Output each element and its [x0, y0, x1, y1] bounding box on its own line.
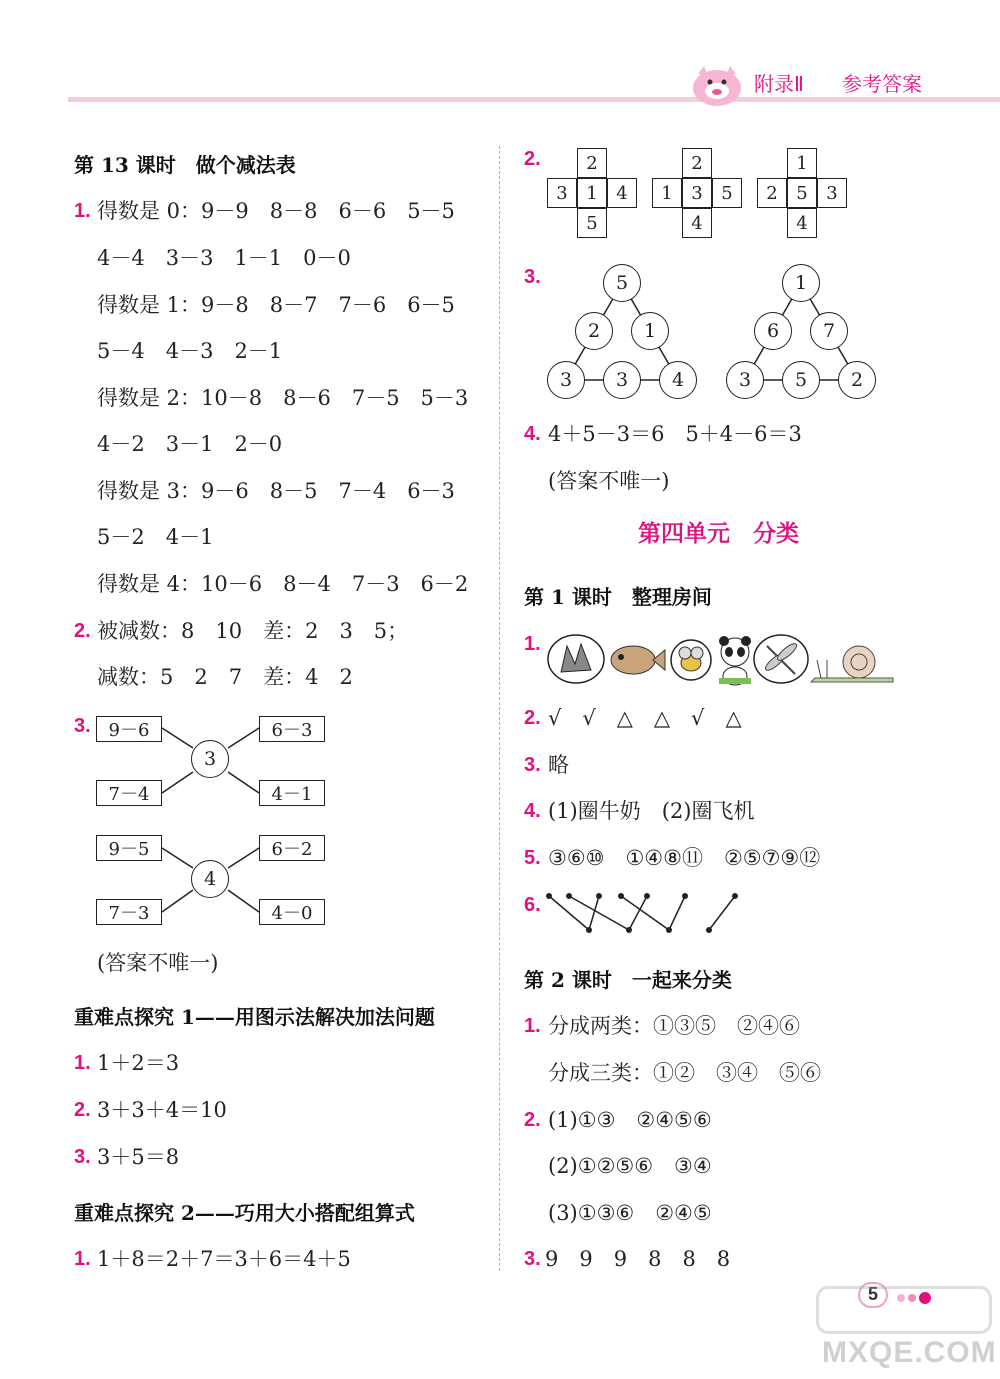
r-q3-t2-bottom-right: 2 [838, 361, 876, 399]
watermark-logo [816, 1286, 992, 1334]
header-appendix: 附录Ⅱ [754, 72, 804, 96]
r-q2-cross2-bottom: 4 [682, 208, 712, 238]
l13-q2-line2: 减数：5 2 7 差：4 2 [97, 665, 353, 689]
l2-q1-line1: 分成两类：①③⑤ ②④⑥ [548, 1014, 800, 1038]
l1-q1-animal-images [547, 632, 897, 688]
lesson13-title: 第 13 课时 做个减法表 [74, 153, 296, 177]
r-q3-t2-top: 1 [782, 264, 820, 302]
l13-q1-line7: 得数是 3：9－6 8－5 7－4 6－3 [97, 479, 455, 503]
r-q2-cross2-right: 5 [712, 178, 742, 208]
l1-q4-number: 4. [524, 800, 541, 822]
l1-q6-number: 6. [524, 894, 541, 916]
r-q3-t1-bottom-mid: 3 [603, 361, 641, 399]
bee-icon [669, 638, 713, 682]
l13-q2-number: 2. [74, 620, 91, 642]
l1-q3-number: 3. [524, 754, 541, 776]
l1-q3-text: 略 [548, 753, 569, 777]
l2-q3-number: 3. [524, 1248, 541, 1270]
l13-q3-g1-top-right-box: 6－3 [259, 716, 325, 742]
r-q2-cross2-top: 2 [682, 148, 712, 178]
l1-q5-number: 5. [524, 847, 541, 869]
l2-q1-number: 1. [524, 1015, 541, 1037]
page-number: 5 [868, 1284, 879, 1304]
r-q2-number: 2. [524, 148, 541, 170]
l1-q2-number: 2. [524, 707, 541, 729]
l2-q3-text: 9 9 9 8 8 8 [545, 1247, 731, 1271]
r-q4-text: 4＋5－3＝6 5＋4－6＝3 [548, 422, 802, 446]
panda-icon [715, 634, 755, 686]
r-q3-t1-top: 5 [603, 264, 641, 302]
l13-q3-g2-center-circle: 4 [191, 860, 229, 898]
key1-item2-text: 3＋3＋4＝10 [97, 1098, 227, 1122]
key2-item1-text: 1＋8＝2＋7＝3＋6＝4＋5 [97, 1247, 351, 1271]
key2-title: 重难点探究 2——巧用大小搭配组算式 [74, 1201, 415, 1225]
l13-q3-g2-bottom-left-box: 7－3 [96, 899, 162, 925]
r-q3-t2-mid-left: 6 [754, 312, 792, 350]
l13-q2-line1: 被减数：8 10 差：2 3 5； [97, 619, 409, 643]
key2-item1-number: 1. [74, 1248, 91, 1270]
r-q3-triangle-lines [0, 0, 1000, 420]
l13-q3-number: 3. [74, 715, 91, 737]
l1-q4-text: (1)圈牛奶 (2)圈飞机 [548, 799, 755, 823]
l13-q1-line6: 4－2 3－1 2－0 [97, 432, 283, 456]
r-q2-cross1-top: 2 [577, 148, 607, 178]
key1-item1-number: 1. [74, 1052, 91, 1074]
l13-q1-number: 1. [74, 200, 91, 222]
header-title: 参考答案 [842, 72, 922, 96]
r-q4-note: (答案不唯一) [548, 469, 670, 493]
key1-item1-text: 1＋2＝3 [97, 1051, 180, 1075]
r-q2-cross2-left: 1 [652, 178, 682, 208]
l13-q3-g2-top-left-box: 9－5 [96, 835, 162, 861]
snail-icon [809, 640, 897, 684]
butterfly-icon [547, 634, 605, 684]
r-q2-cross3-left: 2 [757, 178, 787, 208]
l13-q3-g2-top-right-box: 6－2 [259, 835, 325, 861]
r-q2-cross1-left: 3 [547, 178, 577, 208]
l13-q3-g2-bottom-right-box: 4－0 [259, 899, 325, 925]
l1-q1-number: 1. [524, 633, 541, 655]
r-q2-cross3-right: 3 [817, 178, 847, 208]
l13-q3-g1-bottom-right-box: 4－1 [259, 780, 325, 806]
key1-item3-text: 3＋5＝8 [97, 1145, 180, 1169]
r-q3-t2-bottom-left: 3 [726, 361, 764, 399]
r-q3-t1-mid-right: 1 [631, 312, 669, 350]
l13-q1-line1: 得数是 0：9－9 8－8 6－6 5－5 [97, 199, 455, 223]
l2-q2-line1: (1)①③ ②④⑤⑥ [548, 1108, 712, 1132]
lesson1-title: 第 1 课时 整理房间 [524, 585, 712, 609]
l2-q2-number: 2. [524, 1109, 541, 1131]
r-q2-cross3-top: 1 [787, 148, 817, 178]
l13-q1-line9: 得数是 4：10－6 8－4 7－3 6－2 [97, 572, 469, 596]
r-q2-cross1-mid: 1 [577, 178, 607, 208]
l2-q1-line2: 分成三类：①② ③④ ⑤⑥ [548, 1061, 821, 1085]
r-q4-number: 4. [524, 423, 541, 445]
key1-title: 重难点探究 1——用图示法解决加法问题 [74, 1005, 435, 1029]
l13-q1-line5: 得数是 2：10－8 8－6 7－5 5－3 [97, 386, 469, 410]
r-q2-cross1-bottom: 5 [577, 208, 607, 238]
r-q3-t2-bottom-mid: 5 [782, 361, 820, 399]
r-q3-t1-bottom-left: 3 [547, 361, 585, 399]
fish-icon [607, 640, 667, 680]
l1-q6-matching-lines [545, 890, 745, 940]
r-q2-cross1-right: 4 [607, 178, 637, 208]
l13-q3-note: (答案不唯一) [97, 951, 219, 975]
unit4-title: 第四单元 分类 [638, 520, 799, 547]
l13-q1-line4: 5－4 4－3 2－1 [97, 339, 283, 363]
l1-q5-text: ③⑥⑩ ①④⑧⑪ ②⑤⑦⑨⑫ [548, 846, 821, 870]
lesson2-title: 第 2 课时 一起来分类 [524, 968, 732, 992]
r-q2-cross3-bottom: 4 [787, 208, 817, 238]
key1-item3-number: 3. [74, 1146, 91, 1168]
r-q2-cross2-mid: 3 [682, 178, 712, 208]
r-q3-number: 3. [524, 266, 541, 288]
l13-q1-line2: 4－4 3－3 1－1 0－0 [97, 246, 351, 270]
dragonfly-icon [753, 634, 809, 684]
l13-q3-g1-center-circle: 3 [191, 740, 229, 778]
l13-q3-g1-bottom-left-box: 7－4 [96, 780, 162, 806]
l13-q3-g1-top-left-box: 9－6 [96, 716, 162, 742]
l2-q2-line3: (3)①③⑥ ②④⑤ [548, 1201, 712, 1225]
key1-item2-number: 2. [74, 1099, 91, 1121]
r-q2-cross3-mid: 5 [787, 178, 817, 208]
l2-q2-line2: (2)①②⑤⑥ ③④ [548, 1154, 712, 1178]
l1-q2-text: √ √ △ △ √ △ [548, 706, 742, 730]
watermark-text: MXQE.COM [822, 1336, 997, 1369]
l13-q1-line8: 5－2 4－1 [97, 525, 214, 549]
l13-q1-line3: 得数是 1：9－8 8－7 7－6 6－5 [97, 293, 455, 317]
r-q3-t1-bottom-right: 4 [659, 361, 697, 399]
r-q3-t2-mid-right: 7 [810, 312, 848, 350]
r-q3-t1-mid-left: 2 [575, 312, 613, 350]
